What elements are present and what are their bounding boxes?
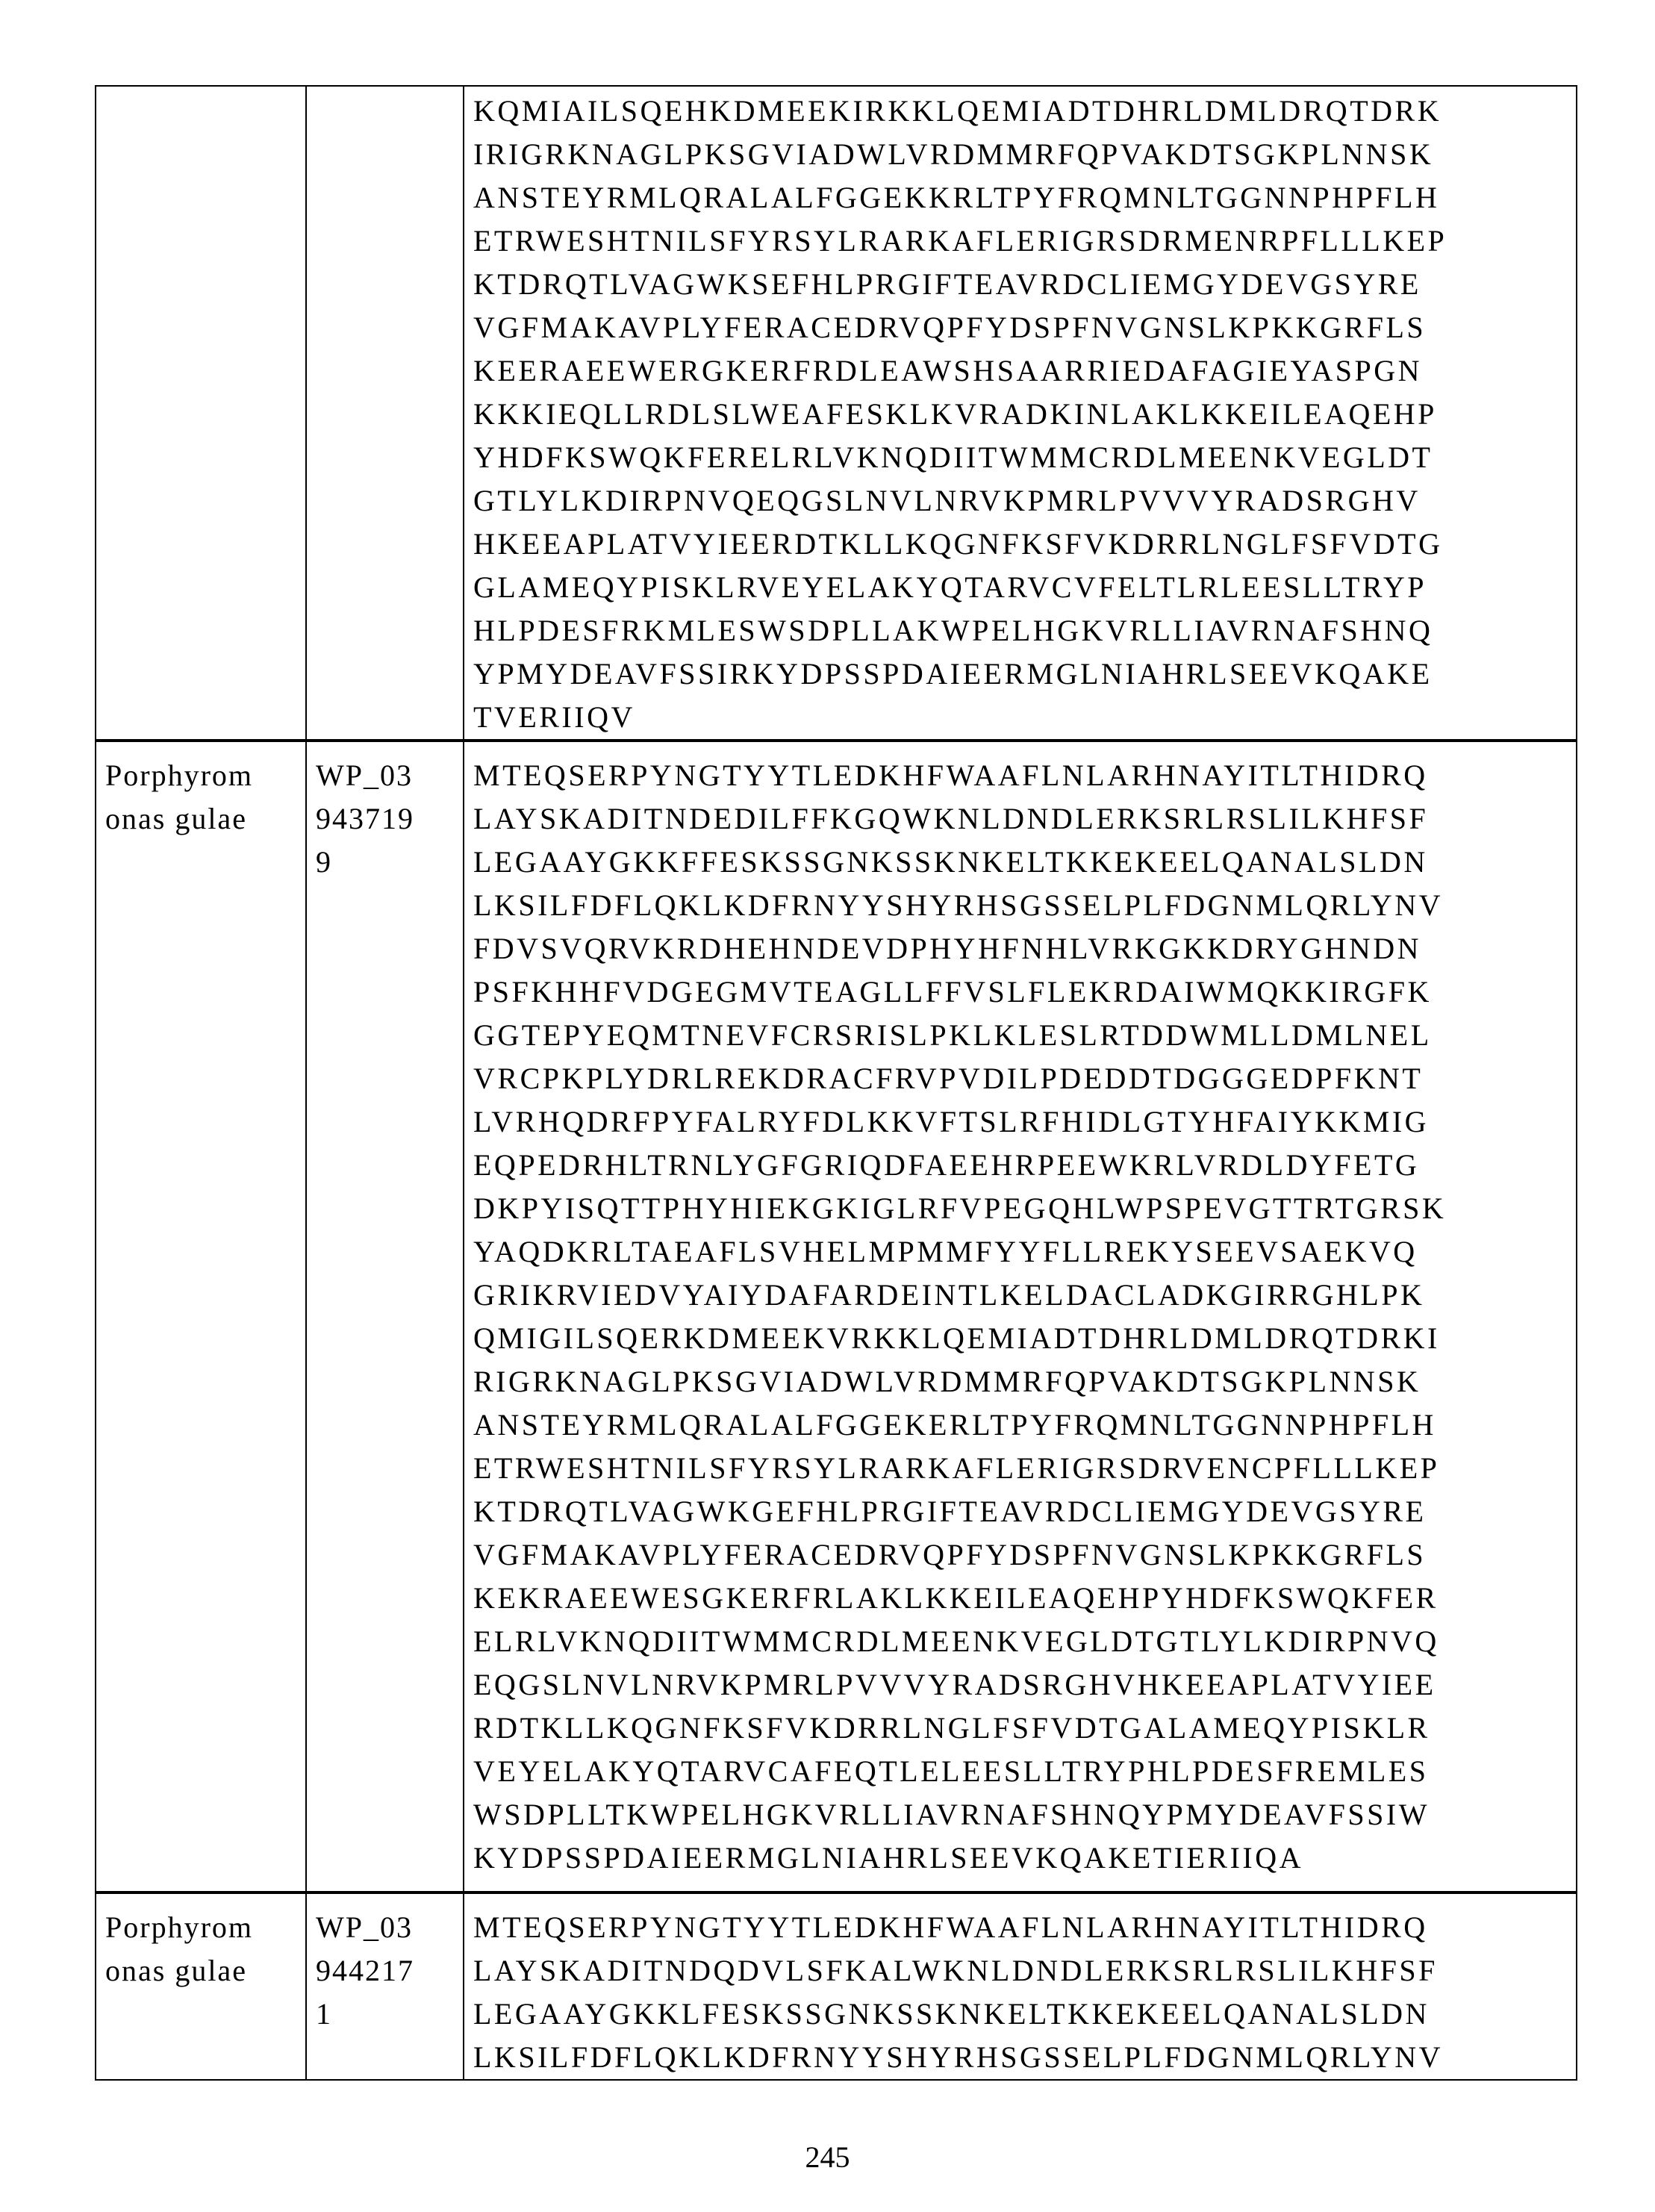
sequence-line: ETRWESHTNILSFYRSYLRARKAFLERIGRSDRVENCPFLLLKEP (473, 1447, 1576, 1490)
species-line: onas gulae (105, 1949, 305, 1993)
sequence-line: LKSILFDFLQKLKDFRNYYSHYRHSGSSELPLFDGNMLQRLYNV (473, 884, 1576, 927)
sequence-line: IRIGRKNAGLPKSGVIADWLVRDMMRFQPVAKDTSGKPLNNSK (473, 133, 1576, 176)
species-line: Porphyrom (105, 754, 305, 797)
accession-cell (306, 86, 464, 741)
sequence-line: LAYSKADITNDQDVLSFKALWKNLDNDLERKSRLRSLILKHFSF (473, 1949, 1576, 1993)
sequence-line: KYDPSSPDAIEERMGLNIAHRLSEEVKQAKETIERIIQA (473, 1836, 1576, 1880)
sequence-line: QMIGILSQERKDMEEKVRKKLQEMIADTDHRLDMLDRQTDRKI (473, 1317, 1576, 1360)
sequence-line: ETRWESHTNILSFYRSYLRARKAFLERIGRSDRMENRPFLLLKEP (473, 219, 1576, 263)
accession-line: 943719 (316, 797, 463, 841)
sequence-line: VRCPKPLYDRLREKDRACFRVPVDILPDEDDTDGGGEDPFKNT (473, 1057, 1576, 1100)
accession-line: 944217 (316, 1949, 463, 1993)
sequence-line: VGFMAKAVPLYFERACEDRVQPFYDSPFNVGNSLKPKKGRFLS (473, 1533, 1576, 1577)
species-cell (96, 86, 306, 741)
sequence-line: GGTEPYEQMTNEVFCRSRISLPKLKLESLRTDDWMLLDMLNEL (473, 1014, 1576, 1057)
sequence-line: ANSTEYRMLQRALALFGGEKKRLTPYFRQMNLTGGNNPHPFLH (473, 176, 1576, 219)
sequence-line: EQGSLNVLNRVKPMRLPVVVYRADSRGHVHKEEAPLATVYIEE (473, 1663, 1576, 1707)
sequence-line: KTDRQTLVAGWKSEFHLPRGIFTEAVRDCLIEMGYDEVGSYRE (473, 263, 1576, 306)
sequence-line: HKEEAPLATVYIEERDTKLLKQGNFKSFVKDRRLNGLFSFVDTG (473, 523, 1576, 566)
sequence-line: LEGAAYGKKFFESKSSGNKSSKNKELTKKEKEELQANALSLDN (473, 841, 1576, 884)
sequence-line: PSFKHHFVDGEGMVTEAGLLFFVSLFLEKRDAIWMQKKIRGFK (473, 971, 1576, 1014)
sequence-line: ANSTEYRMLQRALALFGGEKERLTPYFRQMNLTGGNNPHPFLH (473, 1403, 1576, 1447)
sequence-line: WSDPLLTKWPELHGKVRLLIAVRNAFSHNQYPMYDEAVFSSIW (473, 1793, 1576, 1836)
sequence-line: YPMYDEAVFSSIRKYDPSSPDAIEERMGLNIAHRLSEEVKQAKE (473, 652, 1576, 696)
sequence-line: LKSILFDFLQKLKDFRNYYSHYRHSGSSELPLFDGNMLQRLYNV (473, 2036, 1576, 2079)
sequence-line: GRIKRVIEDVYAIYDAFARDEINTLKELDACLADKGIRRGHLPK (473, 1274, 1576, 1317)
sequence-line: YHDFKSWQKFERELRLVKNQDIITWMMCRDLMEENKVEGLDT (473, 436, 1576, 479)
sequence-line: KTDRQTLVAGWKGEFHLPRGIFTEAVRDCLIEMGYDEVGSYRE (473, 1490, 1576, 1533)
sequence-line: GLAMEQYPISKLRVEYELAKYQTARVCVFELTLRLEESLLTRYP (473, 566, 1576, 609)
sequence-line: MTEQSERPYNGTYYTLEDKHFWAAFLNLARHNAYITLTHIDRQ (473, 1906, 1576, 1949)
sequence-cell (464, 1892, 1577, 2080)
table-row (96, 86, 1577, 741)
accession-line: WP_03 (316, 1906, 463, 1949)
sequence-line: ELRLVKNQDIITWMMCRDLMEENKVEGLDTGTLYLKDIRPNVQ (473, 1620, 1576, 1663)
accession-line: 1 (316, 1993, 463, 2036)
species-line: onas gulae (105, 797, 305, 841)
sequence-line: HLPDESFRKMLESWSDPLLAKWPELHGKVRLLIAVRNAFSHNQ (473, 609, 1576, 652)
sequence-line: LAYSKADITNDEDILFFKGQWKNLDNDLERKSRLRSLILKHFSF (473, 797, 1576, 841)
table-row (96, 741, 1577, 1892)
species-cell (96, 741, 306, 1892)
sequence-line: KKKIEQLLRDLSLWEAFESKLKVRADKINLAKLKKEILEAQEHP (473, 393, 1576, 436)
sequence-cell (464, 741, 1577, 1892)
accession-cell (306, 1892, 464, 2080)
sequence-line: KEERAEEWERGKERFRDLEAWSHSAARRIEDAFAGIEYASPGN (473, 349, 1576, 393)
sequence-line: VGFMAKAVPLYFERACEDRVQPFYDSPFNVGNSLKPKKGRFLS (473, 306, 1576, 349)
sequence-line: FDVSVQRVKRDHEHNDEVDPHYHFNHLVRKGKKDRYGHNDN (473, 927, 1576, 971)
sequence-line: LVRHQDRFPYFALRYFDLKKVFTSLRFHIDLGTYHFAIYKKMIG (473, 1100, 1576, 1144)
table-row (96, 1892, 1577, 2080)
sequence-line: GTLYLKDIRPNVQEQGSLNVLNRVKPMRLPVVVYRADSRGHV (473, 479, 1576, 523)
sequence-line: TVERIIQV (473, 696, 1576, 739)
sequence-line: VEYELAKYQTARVCAFEQTLELEESLLTRYPHLPDESFREMLES (473, 1750, 1576, 1793)
sequence-cell (464, 86, 1577, 741)
accession-line: WP_03 (316, 754, 463, 797)
sequence-line: RDTKLLKQGNFKSFVKDRRLNGLFSFVDTGALAMEQYPISKLR (473, 1707, 1576, 1750)
sequence-line: KQMIAILSQEHKDMEEKIRKKLQEMIADTDHRLDMLDRQTDRK (473, 90, 1576, 133)
sequence-line: RIGRKNAGLPKSGVIADWLVRDMMRFQPVAKDTSGKPLNNSK (473, 1360, 1576, 1403)
sequence-line: LEGAAYGKKLFESKSSGNKSSKNKELTKKEKEELQANALSLDN (473, 1993, 1576, 2036)
sequence-line: MTEQSERPYNGTYYTLEDKHFWAAFLNLARHNAYITLTHIDRQ (473, 754, 1576, 797)
sequence-line: DKPYISQTTPHYHIEKGKIGLRFVPEGQHLWPSPEVGTTRTGRSK (473, 1187, 1576, 1230)
page-number: 245 (0, 2140, 1655, 2175)
sequence-line: EQPEDRHLTRNLYGFGRIQDFAEEHRPEEWKRLVRDLDYFETG (473, 1144, 1576, 1187)
sequence-table (95, 85, 1577, 2081)
accession-cell (306, 741, 464, 1892)
species-cell (96, 1892, 306, 2080)
accession-line: 9 (316, 841, 463, 884)
species-line: Porphyrom (105, 1906, 305, 1949)
sequence-line: KEKRAEEWESGKERFRLAKLKKEILEAQEHPYHDFKSWQKFER (473, 1577, 1576, 1620)
sequence-line: YAQDKRLTAEAFLSVHELMPMMFYYFLLREKYSEEVSAEKVQ (473, 1230, 1576, 1274)
